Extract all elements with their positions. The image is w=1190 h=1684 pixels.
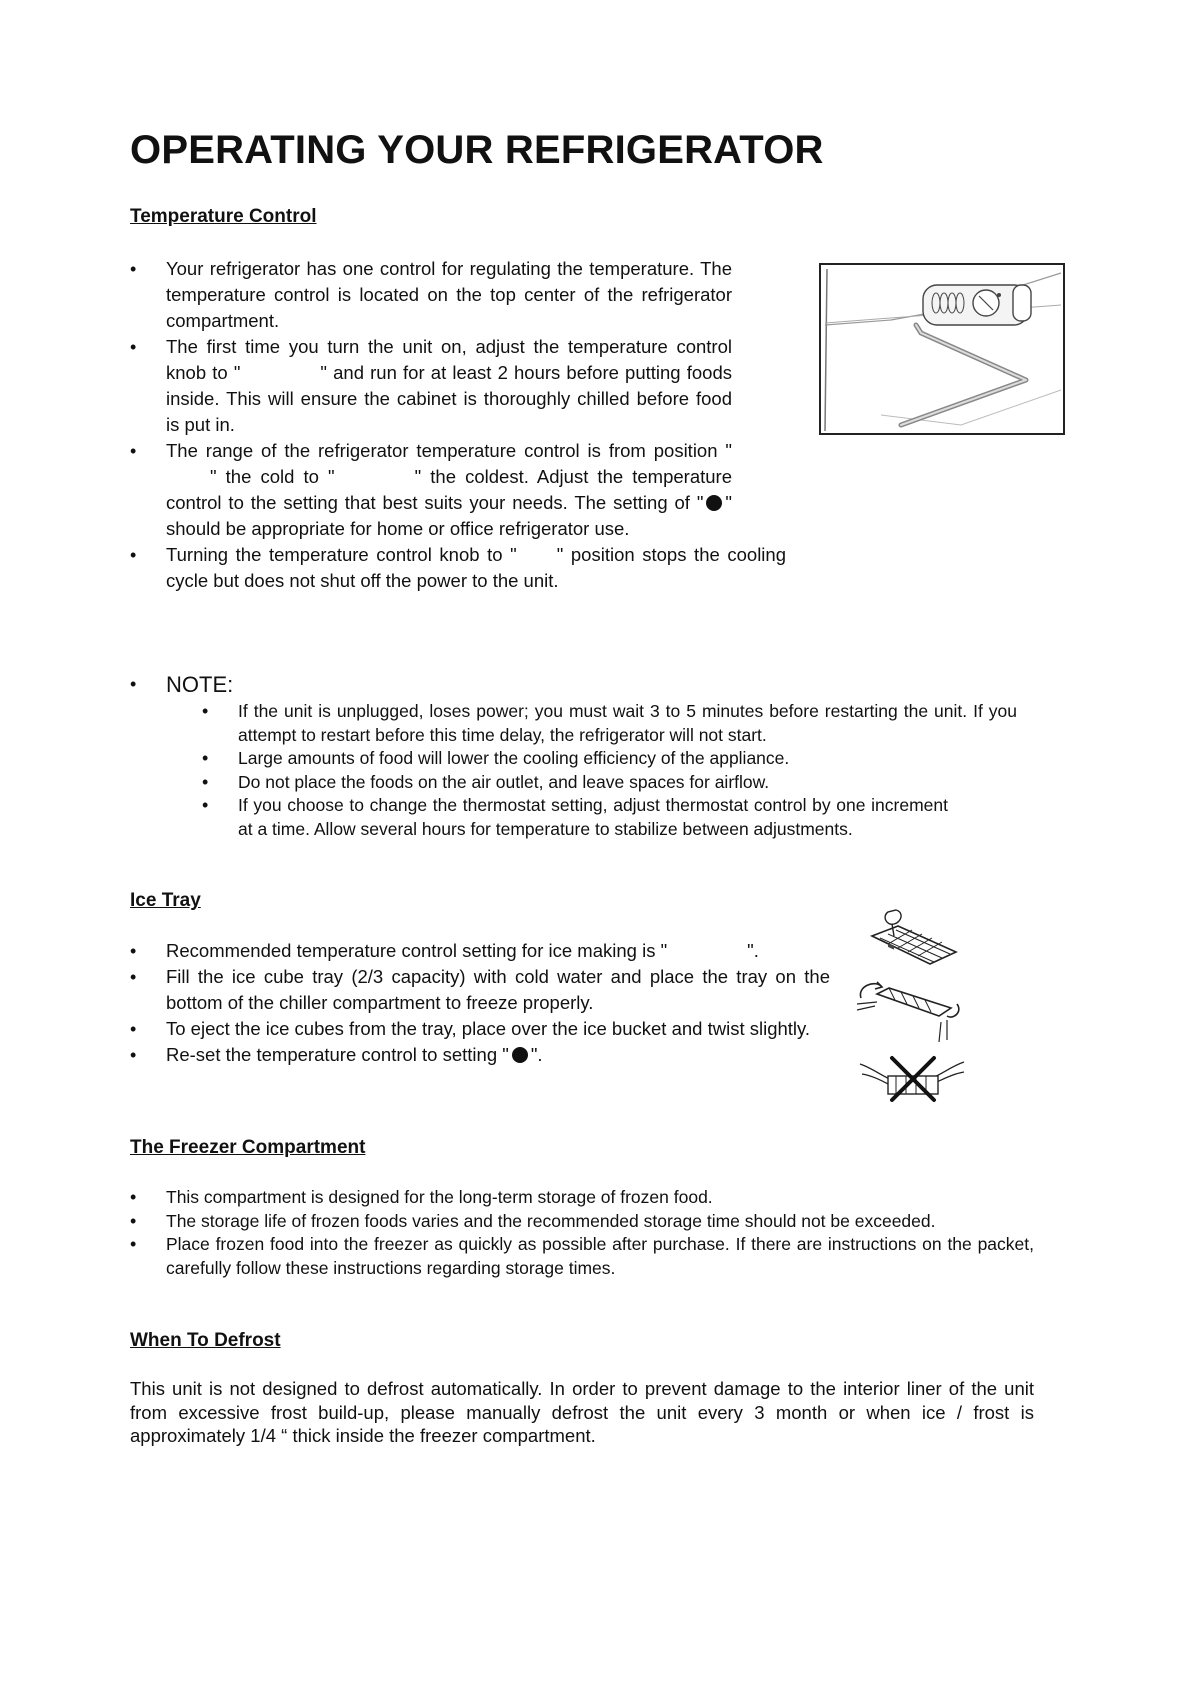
temperature-control-illustration <box>819 263 1065 435</box>
item-text: Turning the temperature control knob to " <box>166 544 517 565</box>
list-item <box>130 938 830 964</box>
defrost-heading: When To Defrost <box>130 1330 281 1351</box>
freezer-heading: The Freezer Compartment <box>130 1137 366 1158</box>
item-text: This compartment is designed for the long-term storage of frozen food. <box>166 1187 713 1207</box>
ice-tray-heading: Ice Tray <box>130 890 201 911</box>
item-text: Recommended temperature control setting for ice making is " <box>166 940 668 961</box>
item-text: " should be appropriate for home or office refrigerator use. <box>166 492 732 539</box>
item-text: Fill the ice cube tray (2/3 capacity) with cold water and place the tray on the bottom of the chiller compartment to freeze properly. <box>166 966 830 1013</box>
list-item <box>130 1016 830 1042</box>
item-text: To eject the ice cubes from the tray, place over the ice bucket and twist slightly. <box>166 1018 811 1039</box>
note-label: NOTE: <box>166 672 234 697</box>
note-heading <box>130 672 233 698</box>
dot-setting-icon <box>706 495 722 511</box>
item-text: Large amounts of food will lower the cooling efficiency of the appliance. <box>238 748 790 768</box>
item-text: ". <box>530 1044 543 1065</box>
temperature-control-list <box>130 256 786 594</box>
list-item <box>130 438 732 542</box>
list-item <box>130 1186 1034 1210</box>
item-text: Place frozen food into the freezer as quickly as possible after purchase. If there are instructions on the packet, carefully follow these instructions regarding storage times. <box>166 1234 1034 1278</box>
thermostat-diagram-icon <box>821 265 1063 433</box>
temperature-control-heading: Temperature Control <box>130 206 317 227</box>
list-item <box>130 1042 830 1068</box>
list-item <box>130 256 732 334</box>
item-text: Your refrigerator has one control for regulating the temperature. The temperature control is located on the top center of the refrigerator compartment. <box>166 258 732 331</box>
list-item <box>130 964 830 1016</box>
item-text: " position stops the cooling cycle but does not shut off the power to the unit. <box>166 544 786 591</box>
item-text: The storage life of frozen foods varies and the recommended storage time should not be exceeded. <box>166 1210 936 1231</box>
list-item <box>202 747 1017 771</box>
list-item <box>130 1233 1034 1280</box>
item-text: If the unit is unplugged, loses power; you must wait 3 to 5 minutes before restarting the unit. If you attempt to restart before this time delay, the refrigerator will not start. <box>238 701 1017 745</box>
page-title: OPERATING YOUR REFRIGERATOR <box>130 128 824 172</box>
item-text: The range of the refrigerator temperature control is from position " <box>166 440 732 461</box>
item-text: ". <box>747 940 759 961</box>
list-item <box>202 700 1017 747</box>
ice-tray-twist-icon <box>855 976 965 1046</box>
ice-tray-no-twist-hands-icon <box>858 1054 968 1104</box>
item-text: If you choose to change the thermostat setting, adjust thermostat control by one increment at a time. Allow several hours for temperature to stabilize between adjustments. <box>238 795 948 839</box>
list-item <box>202 794 948 841</box>
ice-tray-list <box>130 938 830 1068</box>
list-item <box>130 334 732 438</box>
dot-setting-icon <box>512 1047 528 1063</box>
list-item <box>130 1210 1034 1234</box>
bullet: • <box>130 674 137 694</box>
list-item <box>130 542 786 594</box>
ice-tray-fill-icon <box>868 906 958 970</box>
note-list <box>202 700 1017 841</box>
item-text: " and run for at least 2 hours before putting foods inside. This will ensure the cabinet is thoroughly chilled before food is put in. <box>166 362 732 435</box>
list-item <box>202 771 1017 795</box>
item-text: " the coldest. Adjust the temperature control to the setting that best suits your needs. The setting of " <box>166 466 732 513</box>
item-text: Re-set the temperature control to setting " <box>166 1044 509 1065</box>
item-text: " the cold to " <box>210 466 335 487</box>
item-text: The first time you turn the unit on, adjust the temperature control knob to " <box>166 336 732 383</box>
defrost-paragraph: This unit is not designed to defrost automatically. In order to prevent damage to the interior liner of the unit from excessive frost build-up, please manually defrost the unit every 3 month or when ice / frost is approximately 1/4 “ thick inside the freezer compartment. <box>130 1378 1034 1446</box>
freezer-list <box>130 1186 1034 1280</box>
item-text: Do not place the foods on the air outlet, and leave spaces for airflow. <box>238 771 770 792</box>
